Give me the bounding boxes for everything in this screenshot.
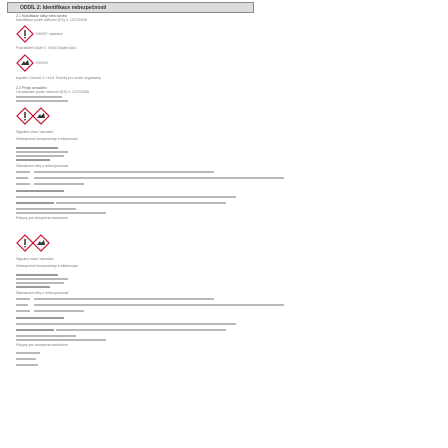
text-line: Nebezpečné komponenty k etiketování [16,264,78,268]
text-line [16,151,68,153]
text-line: Podráždění kůže 2, H315 Dráždí kůži. [16,46,77,50]
text-line [16,278,68,280]
text-line [16,286,50,288]
text-line [16,339,106,341]
text-line [16,171,30,173]
section-header [7,2,254,13]
text-line [16,282,64,284]
text-line: GHS09 [36,61,48,65]
text-line [16,335,76,337]
text-line [34,304,284,306]
text-line [16,310,30,312]
text-line [16,183,30,185]
text-line [16,352,40,354]
section-title: ODDÍL 2: Identifikace nebezpečnosti [20,4,107,11]
text-line [16,190,64,192]
text-line [16,329,54,331]
environment-pictogram-icon [16,54,34,72]
text-line [56,202,226,204]
text-line [66,196,236,198]
text-line [16,147,58,149]
text-line: Signální slovo Varování [16,257,54,261]
exclamation-pictogram-icon [16,25,34,43]
subsection-heading: 2.2 Prvky označení [16,86,47,90]
text-line [16,274,58,276]
text-line: Signální slovo Varování [16,130,54,134]
text-line: Klasifikace podle nařízení (ES) č. 1272/2008 [16,18,87,22]
text-line [34,171,214,173]
text-line [16,155,64,157]
text-line [16,159,50,161]
text-line [16,298,30,300]
text-line: Nebezpečné komponenty k etiketování [16,137,78,141]
text-line [56,329,226,331]
text-line [16,177,28,179]
environment-pictogram-icon [32,107,50,125]
text-line [16,364,38,366]
text-line [34,310,84,312]
text-line [34,183,84,185]
text-line [16,212,106,214]
text-line: Označování podle nařízení (ES) č. 1272/2008 [16,90,89,94]
text-line [16,202,54,204]
text-line: Aquatic Chronic 2, H411 Toxický pro vodní organismy [16,76,101,80]
text-line [16,100,68,102]
text-line: Standardní věty o nebezpečnosti [16,291,69,295]
subsection-heading: 2.1 Klasifikace látky nebo směsi [16,14,67,18]
text-line: Standardní věty o nebezpečnosti [16,164,69,168]
text-line [16,304,28,306]
text-line [16,358,36,360]
text-line [34,177,284,179]
text-line: Pokyny pro bezpečné zacházení [16,216,68,220]
text-line [16,208,76,210]
text-line [16,317,64,319]
text-line [66,323,236,325]
text-line [16,96,62,98]
environment-pictogram-icon [32,234,50,252]
text-line: GHS07 výstraha [36,32,63,36]
text-line [34,298,214,300]
text-line: Pokyny pro bezpečné zacházení [16,343,68,347]
